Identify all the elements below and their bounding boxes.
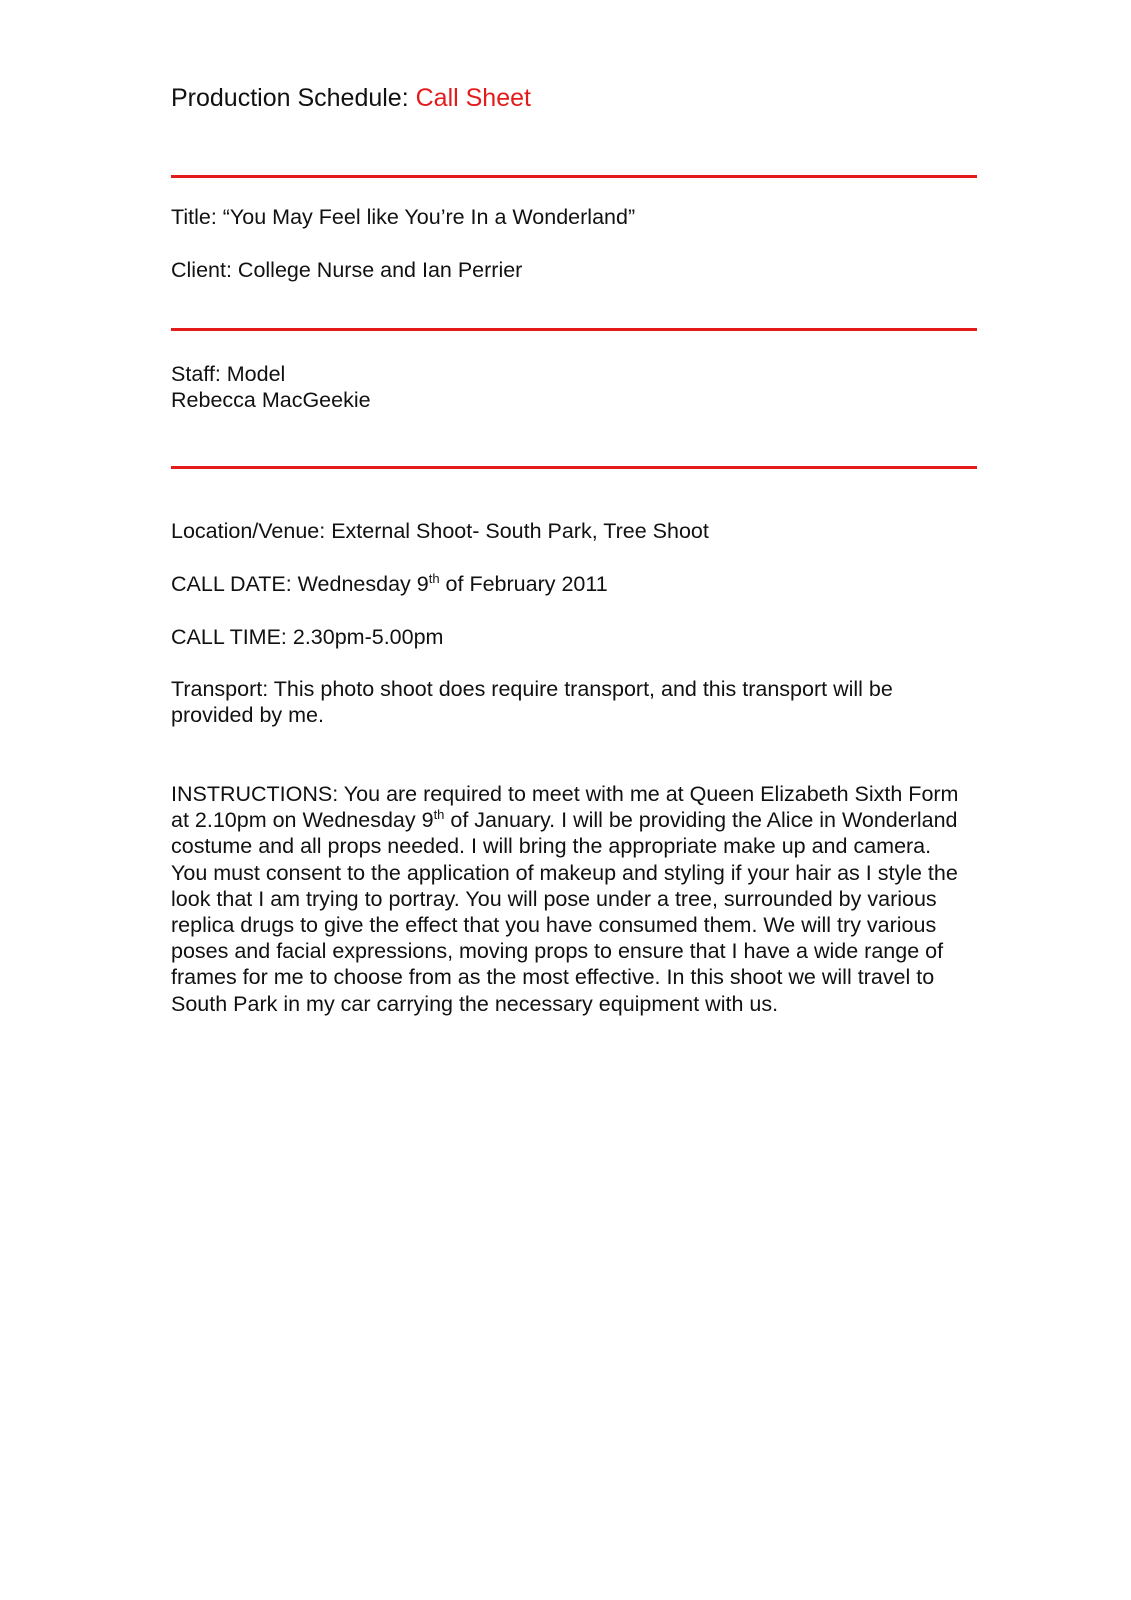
call-date-line [171, 571, 608, 597]
instructions-ordinal: th [433, 807, 445, 823]
transport-paragraph: Transport: This photo shoot does require transport, and this transport will be provided by me. [171, 677, 893, 728]
red-divider-1 [171, 175, 977, 178]
page-title-prefix: Production Schedule: [171, 84, 416, 112]
red-divider-2 [171, 328, 977, 331]
call-time-line: CALL TIME: 2.30pm-5.00pm [171, 625, 444, 649]
page-title-accent: Call Sheet [415, 84, 531, 112]
instructions-paragraph [171, 781, 971, 1017]
staff-name: Rebecca MacGeekie [171, 388, 371, 412]
instructions-rest: of January. I will be providing the Alice in Wonderland costume and all props needed. I will bring the appropriate make up and camera. You must consent to the application of makeup and styling if your hair as I style the look that I am trying to portray. You will pose under a tree, surrounded by various replica drugs to give the effect that you have consumed them. We will try various poses and facial expressions, moving props to ensure that I have a wide range of frames for me to choose from as the most effective. In this shoot we will travel to South Park in my car carrying the necessary equipment with us. [171, 808, 958, 1016]
call-date-text: CALL DATE: Wednesday 9 [171, 572, 429, 596]
location-line: Location/Venue: External Shoot- South Park, Tree Shoot [171, 519, 709, 543]
instructions-text: INSTRUCTIONS: You are required to meet with me at Queen Elizabeth Sixth Form at 2.10pm on Wednesday 9 [171, 782, 959, 833]
title-line: Title: “You May Feel like You’re In a Wonderland” [171, 205, 636, 229]
call-date-ordinal: th [428, 570, 440, 586]
page-title [171, 84, 531, 113]
red-divider-3 [171, 466, 977, 469]
client-line: Client: College Nurse and Ian Perrier [171, 258, 523, 282]
staff-line: Staff: Model [171, 362, 286, 386]
call-date-rest: of February 2011 [439, 572, 608, 596]
